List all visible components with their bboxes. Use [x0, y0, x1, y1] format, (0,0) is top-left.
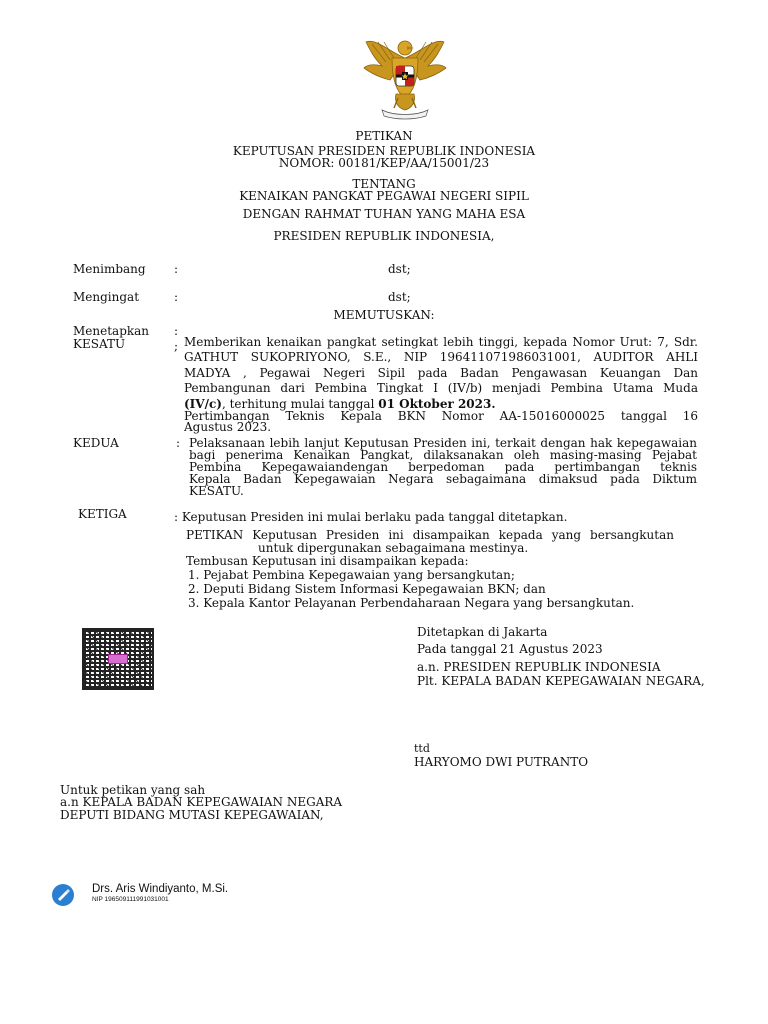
memutuskan-heading: MEMUTUSKAN:: [333, 308, 435, 322]
kedua-line-1: Pelaksanaan lebih lanjut Keputusan Presiden ini, terkait dengan hak kepegawaian: [189, 436, 697, 450]
kesatu-label: KESATU: [73, 337, 126, 351]
esign-name: Drs. Aris Windiyanto, M.Si.: [92, 883, 229, 895]
menimbang-colon: :: [174, 262, 179, 276]
kedua-line-2: bagi penerima Kenaikan Pangkat, dilaksanakan oleh masing-masing Pejabat: [189, 448, 697, 462]
kesatu-line-1: Memberikan kenaikan pangkat setingkat lebih tinggi, kepada Nomor Urut: 7, Sdr.: [184, 335, 698, 349]
petikan-line-1: PETIKAN Keputusan Presiden ini disampaikan kepada yang bersangkutan: [186, 528, 674, 542]
kesatu-line-7: Agustus 2023.: [184, 420, 272, 435]
kesatu-date: 01 Oktober 2023.: [378, 396, 496, 411]
copy-line-3: DEPUTI BIDANG MUTASI KEPEGAWAIAN,: [60, 808, 324, 822]
kedua-text: [189, 437, 697, 497]
signature-name: HARYOMO DWI PUTRANTO: [414, 755, 589, 769]
petikan-line-2: untuk dipergunakan sebagaimana mestinya.: [258, 541, 529, 555]
mengingat-label: Mengingat: [73, 290, 140, 304]
menimbang-dst: dst;: [388, 262, 411, 276]
qr-logo: [108, 654, 128, 664]
signature-plt: Plt. KEPALA BADAN KEPEGAWAIAN NEGARA,: [417, 674, 705, 688]
mengingat-colon: :: [174, 290, 179, 304]
menetapkan-label: Menetapkan: [73, 324, 150, 338]
doc-petikan: PETIKAN: [355, 129, 413, 143]
signature-an: a.n. PRESIDEN REPUBLIK INDONESIA: [417, 660, 661, 674]
ketiga-text: : Keputusan Presiden ini mulai berlaku pada tanggal ditetapkan.: [174, 510, 568, 524]
kesatu-line-5-mid: , terhitung mulai tanggal: [221, 396, 379, 411]
tembusan-item-3: 3. Kepala Kantor Pelayanan Perbendaharaan Negara yang bersangkutan.: [188, 596, 635, 610]
kedua-colon: :: [176, 436, 181, 450]
signature-place: Ditetapkan di Jakarta: [417, 625, 548, 639]
copy-line-1: Untuk petikan yang sah: [60, 783, 206, 797]
doc-keputusan: KEPUTUSAN PRESIDEN REPUBLIK INDONESIA: [232, 144, 536, 158]
kedua-line-3: Pembina Kepegawaiandengan berpedoman pada pertimbangan teknis: [189, 460, 697, 474]
doc-rahmat: DENGAN RAHMAT TUHAN YANG MAHA ESA: [242, 207, 526, 221]
kedua-label: KEDUA: [73, 436, 119, 450]
menimbang-label: Menimbang: [73, 262, 146, 276]
tembusan-item-2: 2. Deputi Bidang Sistem Informasi Kepegawaian BKN; dan: [188, 582, 546, 596]
esign-nip: NIP 196509111991031001: [92, 896, 169, 903]
garuda-emblem: [360, 28, 450, 120]
mengingat-dst: dst;: [388, 290, 411, 304]
menetapkan-colon: :: [174, 324, 179, 338]
kesatu-line-3: MADYA , Pegawai Negeri Sipil pada Badan Pengawasan Keuangan Dan: [184, 365, 698, 380]
kedua-line-4: Kepala Badan Kepegawaian Negara sebagaimana dimaksud pada Diktum: [189, 472, 697, 486]
ketiga-label: KETIGA: [78, 507, 127, 521]
doc-subject: KENAIKAN PANGKAT PEGAWAI NEGERI SIPIL: [239, 189, 529, 203]
e-signature-icon: [51, 883, 75, 907]
kesatu-line-2: GATHUT SUKOPRIYONO, S.E., NIP 196411071986031001, AUDITOR AHLI: [184, 350, 698, 365]
copy-line-2: a.n KEPALA BADAN KEPEGAWAIAN NEGARA: [60, 795, 343, 809]
tembusan-item-1: 1. Pejabat Pembina Kepegawaian yang bersangkutan;: [188, 568, 515, 582]
doc-presiden: PRESIDEN REPUBLIK INDONESIA,: [273, 229, 495, 243]
kesatu-line-4: Pembangunan dari Pembina Tingkat I (IV/b) menjadi Pembina Utama Muda: [184, 381, 698, 396]
doc-tentang: TENTANG: [352, 177, 416, 191]
signature-date: Pada tanggal 21 Agustus 2023: [417, 642, 603, 656]
qr-code: [82, 628, 154, 690]
tembusan-heading: Tembusan Keputusan ini disampaikan kepada:: [186, 554, 469, 568]
kedua-line-5: KESATU.: [189, 484, 244, 498]
signature-ttd: ttd: [414, 742, 430, 755]
kesatu-line-6: Pertimbangan Teknis Kepala BKN Nomor AA-15016000025 tanggal 16: [184, 409, 698, 424]
kesatu-colon: ;: [174, 339, 179, 353]
kesatu-text: [184, 337, 698, 434]
kesatu-rank: (IV/c): [184, 396, 222, 411]
doc-nomor: NOMOR: 00181/KEP/AA/15001/23: [278, 156, 490, 170]
